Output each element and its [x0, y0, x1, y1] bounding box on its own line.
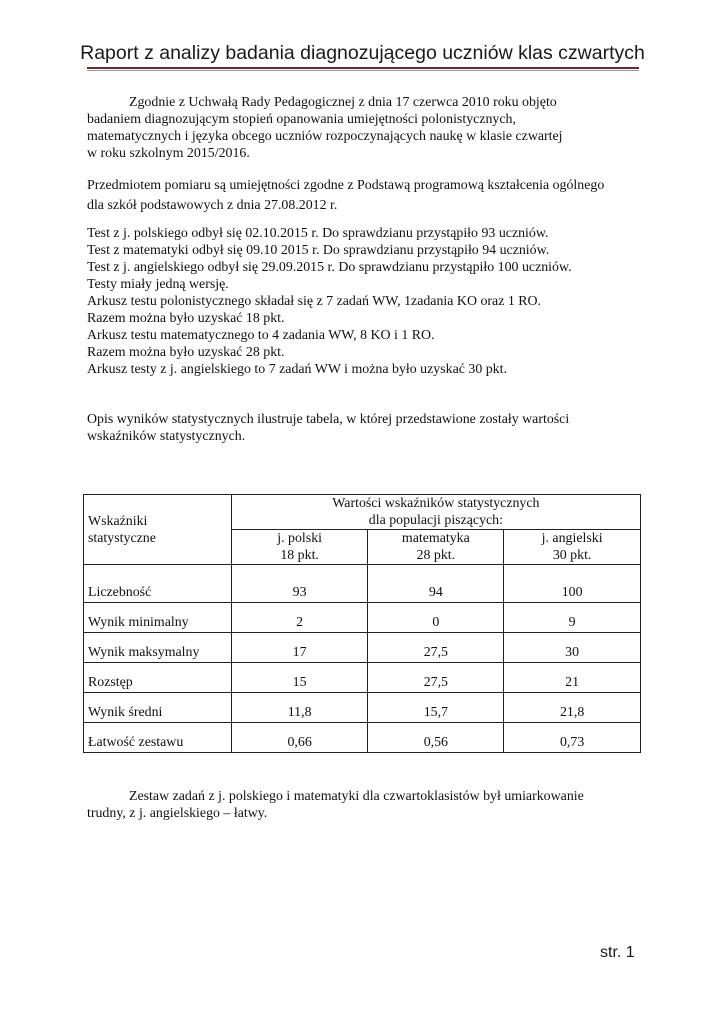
header-rule-thin — [87, 70, 639, 71]
corner-line: Wskaźniki — [88, 514, 148, 529]
corner-line: statystyczne — [88, 531, 156, 546]
description-line: Opis wyników statystycznych ilustruje tabela, w której przedstawione zostały wartości — [87, 412, 570, 427]
table-cell: 100 — [504, 565, 641, 603]
table-cell: 21 — [504, 663, 641, 693]
tests-line: Test z matematyki odbył się 09.10 2015 r. Do sprawdzianu przystąpiło 94 uczniów. — [87, 243, 550, 258]
table-cell: 15 — [231, 663, 368, 693]
table-cell: 27,5 — [368, 663, 504, 693]
table-row — [84, 565, 641, 603]
page-header-title: Raport z analizy badania diagnozującego uczniów klas czwartych — [80, 42, 645, 64]
intro-line: Zgodnie z Uchwałą Rady Pedagogicznej z dnia 17 czerwca 2010 roku objęto — [129, 95, 557, 110]
column-header-math — [368, 530, 504, 565]
table-cell: 15,7 — [368, 693, 504, 723]
table-cell: 11,8 — [231, 693, 368, 723]
tests-line: Test z j. angielskiego odbył się 29.09.2015 r. Do sprawdzianu przystąpiło 100 uczniów. — [87, 260, 572, 275]
table-row — [84, 693, 641, 723]
subject-paragraph — [87, 176, 647, 216]
row-label: Wynik minimalny — [84, 603, 232, 633]
tests-line: Test z j. polskiego odbył się 02.10.2015 r. Do sprawdzianu przystąpiło 93 uczniów. — [87, 226, 549, 241]
description-paragraph — [87, 411, 647, 445]
subject-line: Przedmiotem pomiaru są umiejętności zgodne z Podstawą programową kształcenia ogólnego — [87, 178, 605, 193]
column-points: 28 pkt. — [416, 548, 456, 563]
row-label: Łatwość zestawu — [84, 723, 232, 753]
table-cell: 0,73 — [504, 723, 641, 753]
table-corner-header — [84, 495, 232, 565]
table-cell: 93 — [231, 565, 368, 603]
column-subject: matematyka — [401, 531, 470, 546]
tests-line: Arkusz testy z j. angielskiego to 7 zadań WW i można było uzyskać 30 pkt. — [87, 362, 507, 377]
table-group-header — [231, 495, 640, 530]
tests-paragraph — [87, 225, 647, 378]
tests-line: Razem można było uzyskać 28 pkt. — [87, 345, 285, 360]
column-subject: j. angielski — [541, 531, 603, 546]
tests-line: Arkusz testu matematycznego to 4 zadania WW, 8 KO i 1 RO. — [87, 328, 435, 343]
header-rule — [87, 67, 639, 69]
table-row — [84, 633, 641, 663]
table-cell: 30 — [504, 633, 641, 663]
conclusion-line: Zestaw zadań z j. polskiego i matematyki dla czwartoklasistów był umiarkowanie — [129, 789, 584, 804]
conclusion-paragraph — [87, 788, 647, 822]
row-label: Liczebność — [84, 565, 232, 603]
tests-line: Testy miały jedną wersję. — [87, 277, 229, 292]
column-points: 18 pkt. — [280, 548, 319, 563]
conclusion-line: trudny, z j. angielskiego – łatwy. — [87, 806, 268, 821]
table-header-row — [84, 495, 641, 530]
row-label: Wynik średni — [84, 693, 232, 723]
table-cell: 9 — [504, 603, 641, 633]
description-line: wskaźników statystycznych. — [87, 429, 246, 444]
column-subject: j. polski — [277, 531, 322, 546]
table-cell: 0,56 — [368, 723, 504, 753]
intro-paragraph — [87, 94, 647, 162]
group-header-line: Wartości wskaźników statystycznych — [332, 496, 540, 511]
table-cell: 17 — [231, 633, 368, 663]
table-row — [84, 723, 641, 753]
intro-line: matematycznych i języka obcego uczniów rozpoczynających naukę w klasie czwartej — [87, 129, 563, 144]
row-label: Wynik maksymalny — [84, 633, 232, 663]
tests-line: Arkusz testu polonistycznego składał się z 7 zadań WW, 1zadania KO oraz 1 RO. — [87, 294, 542, 309]
table-cell: 21,8 — [504, 693, 641, 723]
table-cell: 27,5 — [368, 633, 504, 663]
group-header-line: dla populacji piszących: — [368, 513, 503, 528]
statistics-table — [83, 494, 641, 753]
table-row — [84, 663, 641, 693]
column-header-polish — [231, 530, 368, 565]
column-header-english — [504, 530, 641, 565]
intro-line: w roku szkolnym 2015/2016. — [87, 146, 250, 161]
intro-line: badaniem diagnozującym stopień opanowania umiejętności polonistycznych, — [87, 112, 516, 127]
column-points: 30 pkt. — [552, 548, 592, 563]
table-cell: 0 — [368, 603, 504, 633]
table-cell: 94 — [368, 565, 504, 603]
table-row — [84, 603, 641, 633]
table-cell: 2 — [231, 603, 368, 633]
page-number: str. 1 — [600, 944, 635, 961]
tests-line: Razem można było uzyskać 18 pkt. — [87, 311, 285, 326]
subject-line: dla szkół podstawowych z dnia 27.08.2012 r. — [87, 198, 338, 213]
row-label: Rozstęp — [84, 663, 232, 693]
table-cell: 0,66 — [231, 723, 368, 753]
